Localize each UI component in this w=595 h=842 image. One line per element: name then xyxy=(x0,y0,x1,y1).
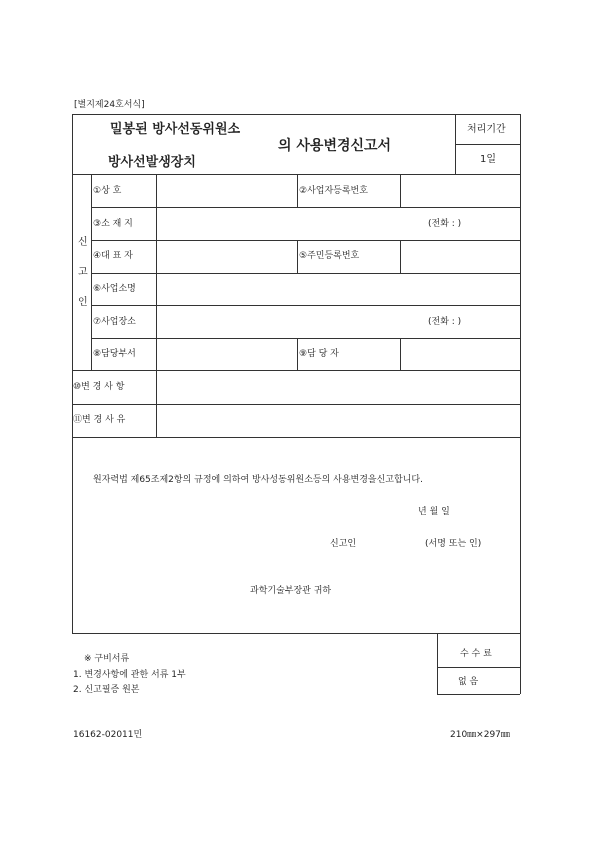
fee-label: 수 수 료 xyxy=(460,649,492,659)
fee-box-left xyxy=(437,633,438,694)
processing-period-value: 1일 xyxy=(480,154,497,165)
field-label-office-name: ⑥사업소명 xyxy=(93,284,136,294)
row-divider-3 xyxy=(91,273,520,274)
field-label-change-items: ⑩변 경 사 항 xyxy=(73,382,125,392)
applicant-label-char-2: 고 xyxy=(78,267,88,278)
processing-box-left xyxy=(455,114,456,174)
applicant-label-char-3: 인 xyxy=(78,297,88,308)
field-label-person-in-charge: ⑨담 당 자 xyxy=(299,349,339,359)
row-divider-1 xyxy=(91,207,520,208)
field-label-representative: ④대 표 자 xyxy=(93,251,133,261)
declaration-bottom xyxy=(72,633,520,634)
paper-size: 210㎜×297㎜ xyxy=(450,730,510,740)
title-line-1: 밀봉된 방사선동위원소 xyxy=(110,122,241,137)
declaration-statement: 원자력법 제65조제2항의 규정에 의하여 방사성동위원소등의 사용변경을신고합니다. xyxy=(93,475,423,485)
business-site-phone: (전화 : ) xyxy=(428,317,462,327)
title-line-2: 방사선발생장치 xyxy=(108,155,196,170)
field-label-resident-reg-no: ⑤주민등록번호 xyxy=(299,251,360,261)
applicant-block-bottom xyxy=(72,370,520,371)
change-reason-bottom xyxy=(72,437,520,438)
attachment-item-2: 2. 신고필증 원본 xyxy=(73,685,140,695)
applicant-label-char-1: 신 xyxy=(78,237,88,248)
field-label-location: ③소 재 지 xyxy=(93,219,133,229)
location-phone: (전화 : ) xyxy=(428,219,462,229)
mid-column-line-3 xyxy=(297,240,298,273)
processing-period-label: 처리기간 xyxy=(467,124,506,135)
field-label-department: ⑧담당부서 xyxy=(93,349,136,359)
applicant-label-column-line xyxy=(91,174,92,370)
form-code: 16162-02011민 xyxy=(73,730,143,740)
attachment-item-1: 1. 변경사항에 관한 서류 1부 xyxy=(73,670,186,680)
value-column-line-3 xyxy=(400,240,401,273)
mid-column-line-6 xyxy=(297,338,298,370)
row-divider-5 xyxy=(91,338,520,339)
value-column-line-6 xyxy=(400,338,401,370)
declaration-signer: 신고인 xyxy=(330,539,357,549)
title-bottom-border xyxy=(72,174,520,175)
value-column-line-1 xyxy=(400,174,401,207)
fee-value: 없 음 xyxy=(458,677,479,687)
attachments-heading: ※ 구비서류 xyxy=(84,654,130,664)
form-top-border xyxy=(72,114,520,115)
field-label-change-reason: ⑪변 경 사 유 xyxy=(73,415,126,425)
declaration-addressee: 과학기술부장관 귀하 xyxy=(250,586,332,596)
change-items-bottom xyxy=(72,404,520,405)
title-suffix: 의 사용변경신고서 xyxy=(278,138,392,154)
mid-column-line-1 xyxy=(297,174,298,207)
form-left-border xyxy=(72,114,73,633)
row-divider-2 xyxy=(91,240,520,241)
fee-box-divider xyxy=(437,667,520,668)
field-label-trade-name: ①상 호 xyxy=(93,186,122,196)
form-right-border xyxy=(520,114,521,694)
row-divider-4 xyxy=(91,305,520,306)
declaration-date: 년 월 일 xyxy=(418,507,450,517)
fee-box-bottom xyxy=(437,694,520,695)
field-label-business-reg-no: ②사업자등록번호 xyxy=(299,186,368,196)
form-number-label: [별지제24호서식] xyxy=(74,100,145,110)
processing-divider xyxy=(455,144,520,145)
field-label-business-site: ⑦사업장소 xyxy=(93,317,136,327)
declaration-signature: (서명 또는 인) xyxy=(425,539,482,549)
